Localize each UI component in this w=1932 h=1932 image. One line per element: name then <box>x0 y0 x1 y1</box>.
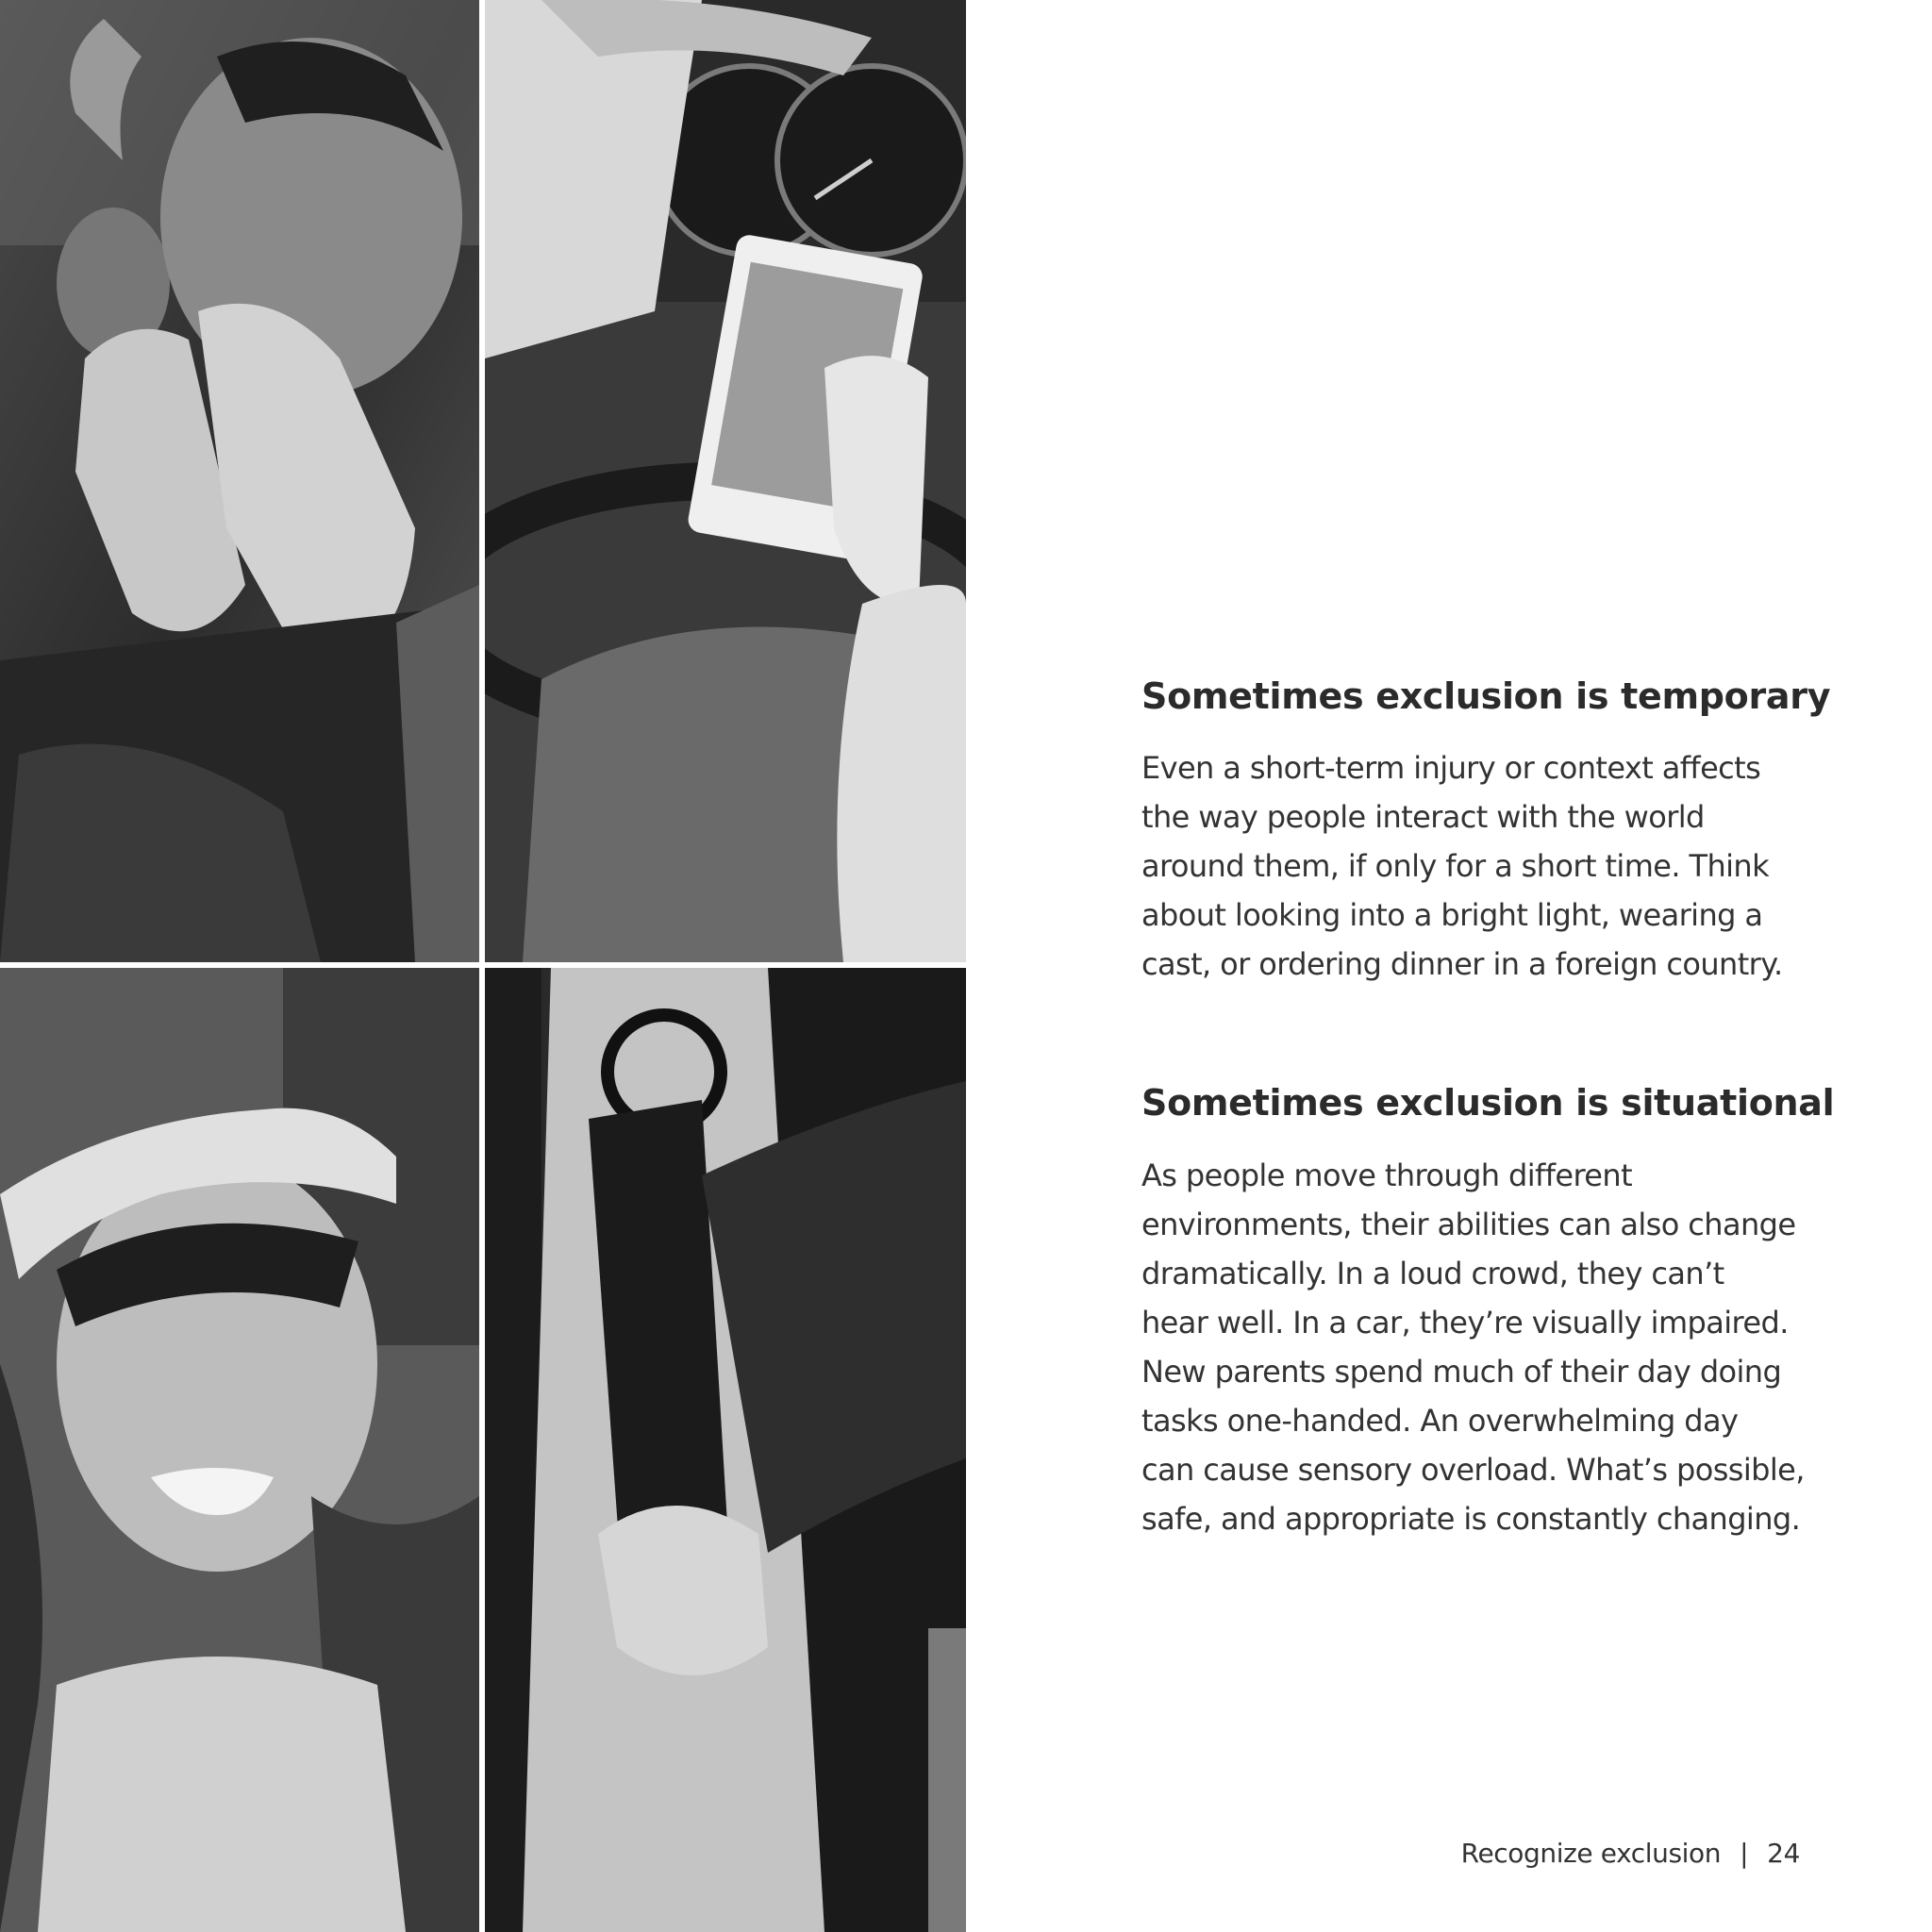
paragraph-line: around them, if only for a short time. Think <box>1141 848 1770 884</box>
paragraph-line: dramatically. In a loud crowd, they can’t <box>1141 1256 1724 1291</box>
heading-situational-exclusion: Sometimes exclusion is situational <box>1141 1082 1835 1124</box>
footer-section-title: Recognize exclusion <box>1460 1838 1722 1869</box>
paragraph-line: As people move through different <box>1141 1158 1633 1193</box>
footer-separator: | <box>1740 1838 1749 1869</box>
page-footer <box>1461 1838 1800 1869</box>
paragraph-line: about looking into a bright light, wearing a <box>1141 897 1763 933</box>
photo-phone-in-car-graphic <box>485 0 966 962</box>
paragraph-line: environments, their abilities can also change <box>1141 1207 1796 1242</box>
paragraph-line: cast, or ordering dinner in a foreign country. <box>1141 946 1783 982</box>
paragraph-line: Even a short-term injury or context affects <box>1141 750 1761 786</box>
paragraph-line: safe, and appropriate is constantly changing. <box>1141 1501 1801 1537</box>
photo-arm-in-sling-graphic <box>485 968 966 1932</box>
heading-temporary-exclusion: Sometimes exclusion is temporary <box>1141 675 1831 717</box>
paragraph-line: hear well. In a car, they’re visually impaired. <box>1141 1305 1789 1341</box>
photo-girl-shading-eyes-graphic <box>0 968 479 1932</box>
photo-girl-shading-eyes <box>0 968 479 1932</box>
photo-man-shouting-in-crowd <box>0 0 479 962</box>
page-number: 24 <box>1767 1838 1800 1869</box>
photo-phone-in-car <box>485 0 966 962</box>
photo-arm-in-sling <box>485 968 966 1932</box>
paragraph-line: the way people interact with the world <box>1141 799 1705 835</box>
paragraph-situational-exclusion <box>1141 1151 1805 1543</box>
paragraph-line: New parents spend much of their day doing <box>1141 1354 1782 1390</box>
photo-man-shouting-graphic <box>0 0 479 962</box>
paragraph-temporary-exclusion <box>1141 743 1783 989</box>
paragraph-line: can cause sensory overload. What’s possible, <box>1141 1452 1805 1488</box>
paragraph-line: tasks one-handed. An overwhelming day <box>1141 1403 1739 1439</box>
